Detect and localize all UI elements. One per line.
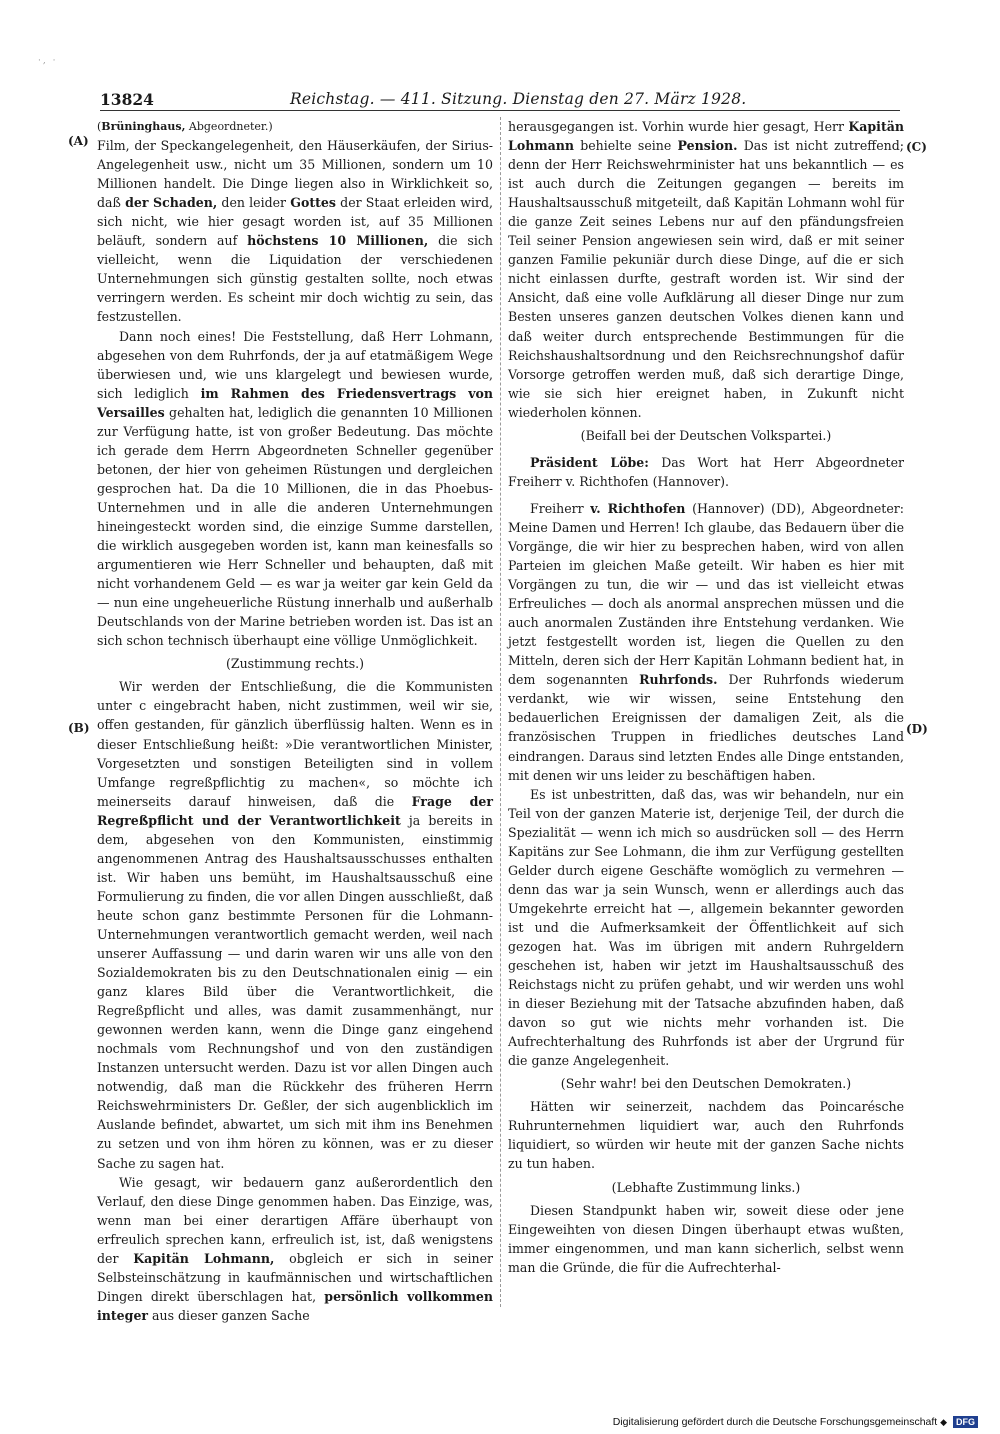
paragraph: Diesen Standpunkt haben wir, soweit diese oder jene Eingeweihten von diesen Dingen überhaupt etwas wußten, immer eingenommen, und man kann sicherlich, selbst wenn man die Gründe, die für die Aufrechterhal-	[508, 1202, 904, 1275]
text-run: die sich vielleicht, wenn die Liquidation der verschiedenen Unternehmungen sich günstig gestalten sollte, noch etwas verringern werden. Es scheint mir doch wichtig zu sein, das festzustellen.	[97, 233, 493, 325]
text-run: den leider	[217, 195, 291, 211]
emphasis: Kapitän Lohmann,	[133, 1250, 275, 1266]
right-column	[508, 117, 904, 1277]
paragraph	[508, 117, 904, 422]
margin-letter-b: (B)	[68, 721, 90, 735]
margin-letter-a: (A)	[68, 134, 89, 148]
emphasis: höchstens 10 Millionen,	[247, 233, 429, 249]
emphasis: Kapitän Lohmann	[508, 119, 904, 154]
footer: Digitalisierung gefördert durch die Deutsche Forschungsgemeinschaft ◆ DFG	[613, 1416, 978, 1428]
interjection: (Zustimmung rechts.)	[225, 656, 365, 672]
emphasis: v. Richthofen	[590, 500, 686, 516]
paragraph	[97, 677, 493, 1172]
emphasis: persönlich vollkommen integer	[97, 1288, 493, 1323]
interjection: (Beifall bei der Deutschen Volkspartei.)	[580, 427, 832, 443]
text-run: Wie gesagt, wir bedauern ganz außerordentlich den Verlauf, den diese Dinge genommen haben. Das Einzige, was, wenn man bei einer derartigen Affäre überhaupt von erfreulich sprechen kann, erfreulich ist, ist, daß wenigstens der	[97, 1174, 493, 1266]
paragraph: Hätten wir seinerzeit, nachdem das Poincarésche Ruhrunternehmen liquidiert war, auch den Ruhrfonds liquidiert, so würden wir heute mit der ganzen Sache nichts zu tun haben.	[508, 1099, 904, 1172]
text-run: aus dieser ganzen Sache	[148, 1307, 310, 1323]
text-run: Wir werden der Entschließung, die die Kommunisten unter c eingebracht haben, nicht zustimmen, weil wir sie, offen gestanden, für gänzlich überflüssig halten. Wenn es in dieser Entschließung heißt: »Die verantwortlichen Minister, Vorgesetzten und sonstigen Beteiligten sind in vollem Umfange regreßpflichtig zu machen«, so möchte ich meinerseits darauf hinweisen, daß die	[97, 679, 493, 809]
text-run: ja bereits in dem, abgesehen von den Kommunisten, einstimmig angenommenen Antrag des Haushaltsausschusses enthalten ist. Wir haben uns bemüht, im Haushaltsausschuß eine Formulierung zu finden, die vor allen Dingen ausschließt, daß heute schon ganz bestimmte Personen für die Lohmann-Unternehmungen verantwortlich gemacht werden, weil nach unserer Auffassung — und darin waren wir uns alle von den Sozialdemokraten bis zu den Deutschnationalen einig — ein ganz klares Bild über die Verantwortlichkeit, die Regreßpflicht und alles, was damit zusammenhängt, nur gewonnen werden kann, wenn die Dinge ganz eingehend nochmals vom Rechnungshof und von den zuständigen Instanzen untersucht werden. Dazu ist vor allen Dingen auch notwendig, daß man die Rückkehr des früheren Herrn Reichswehrministers Dr. Geßler, der sich augenblicklich im Auslande befindet, abwartet, um sich mit ihm ins Benehmen zu setzen und von ihm hören zu können, was er zu dieser Sache zu sagen hat.	[97, 812, 493, 1171]
footer-text: Digitalisierung gefördert durch die Deutsche Forschungsgemeinschaft	[612, 1416, 938, 1428]
president-statement	[508, 453, 904, 491]
interjection: (Sehr wahr! bei den Deutschen Demokraten.)	[560, 1076, 852, 1092]
corner-mark: ·, ·	[38, 56, 58, 66]
text-run: der Staat erleiden wird, sich nicht, wie hier gesagt worden ist, auf 35 Millionen beläuft, sondern auf	[97, 195, 494, 249]
text-run: Film, der Speckangelegenheit, den Häuserkäufen, der Sirius-Angelegenheit usw., nicht um 35 Millionen, sondern um 10 Millionen handelt. Die Dinge liegen also in Wirklichkeit so, daß	[97, 138, 493, 211]
text-run: Das Wort hat Herr Abgeordneter Freiherr v. Richthofen (Hannover).	[508, 454, 904, 489]
text-run: behielte seine	[573, 138, 678, 154]
paragraph	[508, 499, 904, 785]
emphasis: im Rahmen des Friedensvertrags von Versailles	[97, 385, 493, 420]
speaker-name: Brüninghaus,	[101, 120, 186, 133]
text-run: herausgegangen ist. Vorhin wurde hier gesagt, Herr	[508, 119, 849, 134]
emphasis: Gottes	[290, 195, 336, 211]
text-run: Freiherr	[530, 500, 591, 516]
dfg-logo: DFG	[953, 1416, 978, 1428]
page-number: 13824	[100, 90, 154, 109]
running-title: Reichstag. — 411. Sitzung. Dienstag den 27. März 1928.	[290, 90, 747, 108]
text-run: Der Ruhrfonds wiederum verdankt, wie wir wissen, seine Entstehung den bedauerlichen Ereignissen der damaligen Zeit, als die französischen Truppen in friedliches deutsches Land eindrangen. Daraus sind letzten Endes alle Dinge entstanden, mit denen wir uns leider zu beschäftigen haben.	[508, 672, 904, 783]
text-run: (Hannover) (DD), Abgeordneter: Meine Damen und Herren! Ich glaube, das Bedauern über die Vorgänge, die wir hier zu besprechen haben, wird von allen Parteien im gleichen Maße geteilt. Wir haben es hier mit Vorgängen zu tun, die wir — und das ist vielleicht etwas Erfreuliches — doch als anormal ansprechen müssen und die auch anormalen Zuständen ihre Entstehung verdanken. Wie jetzt festgestellt worden ist, liegen die Quellen zu den Mitteln, deren sich der Herr Kapitän Lohmann bedient hat, in dem sogenannten	[508, 500, 904, 688]
margin-letter-c: (C)	[906, 140, 927, 154]
text-run: obgleich er sich in seiner Selbsteinschätzung in kaufmännischen und wirtschaftlichen Dingen direkt überschlagen hat,	[97, 1250, 493, 1304]
paragraph	[97, 136, 493, 326]
interjection: (Lebhafte Zustimmung links.)	[611, 1179, 801, 1195]
president-name: Präsident Löbe:	[530, 454, 649, 470]
text-run: Das ist nicht zutreffend; denn der Herr Reichswehrminister hat uns bekanntlich — es ist auch durch die Zeitungen gegangen — bereits im Haushaltsausschuß mitgeteilt, daß Kapitän Lohmann wohl für die ganze Zeit seines Lebens nur auf den pfändungsfreien Teil seiner Pension angewiesen sein wird, daß er mit seiner ganzen Familie pekuniär durch diese Dinge, auf die er sich nicht einlassen durfte, gestraft worden ist. Wir sind der Ansicht, daß eine volle Aufklärung all dieser Dinge nur zum Besten unseres ganzen deutschen Volkes dienen kann und daß weiter durch entsprechende Bestimmungen für die Reichshaushaltsordnung und den Reichsrechnungshof dafür Vorsorge getroffen werden muß, daß sich derartige Dinge, wie sie sich hier ereignet haben, in Zukunft nicht wiederholen können.	[508, 138, 904, 420]
column-divider	[500, 117, 501, 1307]
paragraph: Es ist unbestritten, daß das, was wir behandeln, nur ein Teil von der ganzen Materie ist, derjenige Teil, der durch die Spezialität — wenn ich mich so ausdrücken soll — des Herrn Kapitäns zur See Lohmann, die ihm zur Verfügung gestellten Gelder durch eigene Geschäfte womöglich zu vermehren — denn das war ja sein Wunsch, wenn er allerdings auch das Umgekehrte erreicht hat —, allgemein bekannter geworden ist und die Aufmerksamkeit der Öffentlichkeit auf sich gezogen hat. Was im übrigen mit andern Ruhrgeldern geschehen ist, haben wir jetzt im Haushaltsausschuß des Reichstags nicht zu prüfen gehabt, und wir werden uns wohl in dieser Beziehung mit der Tatsache abzufinden haben, daß davon so gut wie nichts mehr vorhanden ist. Die Aufrechterhaltung des Ruhrfonds ist aber der Urgrund für die ganze Angelegenheit.	[508, 786, 904, 1069]
left-column	[97, 117, 493, 1325]
text-run: Dann noch eines! Die Feststellung, daß Herr Lohmann, abgesehen von dem Ruhrfonds, der ja auf etatmäßigem Wege überwiesen und, wie uns klargelegt und bewiesen wurde, sich lediglich	[97, 328, 493, 401]
paragraph	[97, 327, 493, 651]
margin-letter-d: (D)	[906, 722, 928, 736]
speaker-role: Abgeordneter.)	[185, 120, 273, 133]
text-run: gehalten hat, lediglich die genannten 10 Millionen zur Verfügung hatte, ist von großer Bedeutung. Das möchte ich gerade dem Herrn Abgeordneten Schneller gegenüber betonen, der hier von geheimen Rüstungen und dergleichen gesprochen hat. Da die 10 Millionen, die in das Phoebus-Unternehmen und in alle die anderen Unternehmungen hineingesteckt worden sind, die einzige Summe darstellen, die wirklich ausgegeben worden ist, kann man keinesfalls so argumentieren wie Herr Schneller und behaupten, daß mit nicht vorhandenem Geld — es war ja weiter gar kein Geld da — nun eine ungeheuerliche Rüstung innerhalb und außerhalb Deutschlands von der Marine betrieben worden ist. Das ist an sich schon technisch überhaupt eine völlige Unmöglichkeit.	[97, 404, 493, 649]
page-header	[100, 90, 900, 111]
emphasis: Frage der Regreßpflicht und der Verantwortlichkeit	[97, 793, 493, 828]
paragraph	[97, 1173, 493, 1325]
emphasis: der Schaden,	[125, 195, 218, 211]
emphasis: Pension.	[677, 138, 738, 154]
emphasis: Ruhrfonds.	[639, 672, 718, 688]
speaker-head: (Brüninghaus, Abgeordneter.)	[97, 120, 273, 133]
